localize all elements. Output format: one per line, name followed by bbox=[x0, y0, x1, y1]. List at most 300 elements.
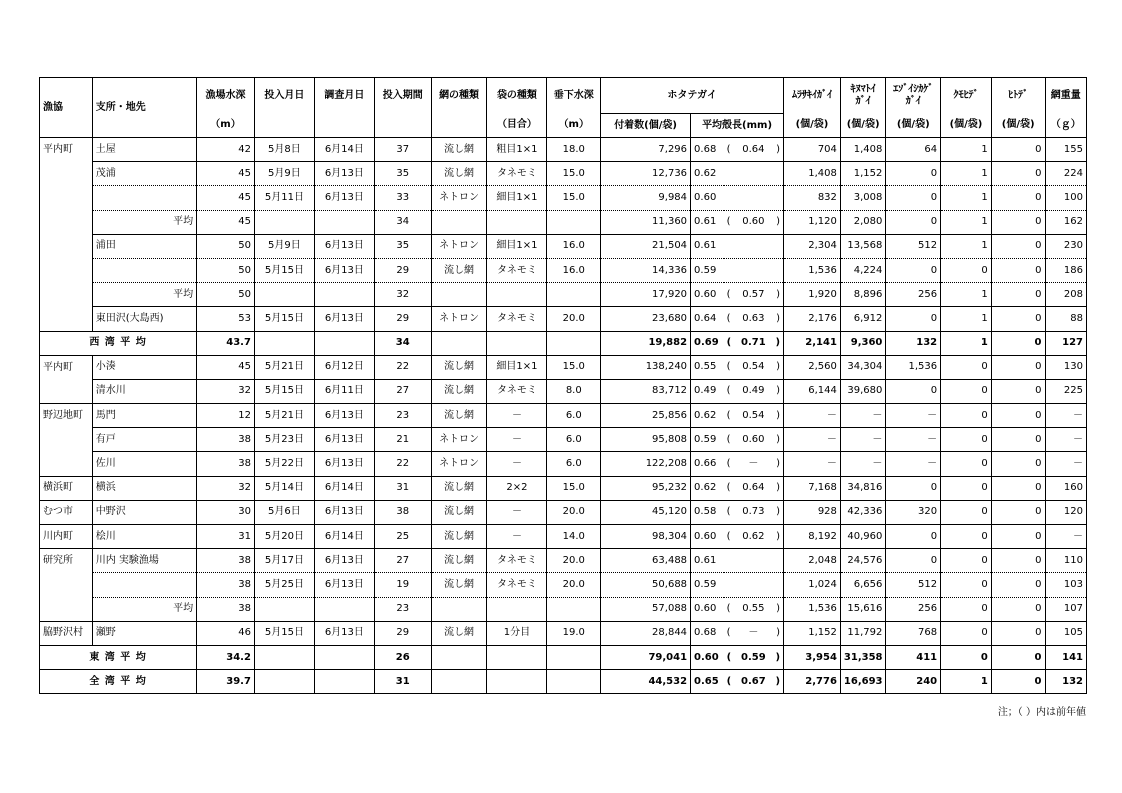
prev-year-value bbox=[727, 482, 780, 494]
cell-suishin: 45 bbox=[197, 210, 255, 234]
table-row bbox=[40, 404, 1087, 428]
cell-fukuro: タネモミ bbox=[487, 549, 547, 573]
cell-suishin: 50 bbox=[197, 234, 255, 258]
cell-amijuryo: 208 bbox=[1045, 283, 1086, 307]
header-hitode: ﾋﾄﾃﾞ bbox=[991, 78, 1045, 114]
paren-open: ( bbox=[726, 627, 731, 639]
table-row bbox=[40, 573, 1087, 597]
paren-close: ) bbox=[776, 482, 781, 494]
cell-chosa: 6月13日 bbox=[314, 549, 374, 573]
cell-kumohitode: 0 bbox=[941, 573, 992, 597]
cell-chosa: 6月13日 bbox=[314, 186, 374, 210]
header-amijuryo: 網重量 bbox=[1045, 78, 1086, 114]
cell-prev-year bbox=[724, 597, 784, 621]
cell-heikin: 0.62 bbox=[691, 162, 724, 186]
cell-hitode: 0 bbox=[991, 621, 1045, 645]
cell-prev-year bbox=[724, 404, 784, 428]
cell-kinumato: 3,008 bbox=[840, 186, 885, 210]
prev-year-value bbox=[727, 385, 780, 397]
header-amijuryo-unit: （ｇ） bbox=[1045, 114, 1086, 138]
cell-gyokyo bbox=[40, 428, 93, 452]
cell-fuchaku: 95,808 bbox=[601, 428, 691, 452]
cell-kinumato: 2,080 bbox=[840, 210, 885, 234]
cell-hitode: 0 bbox=[991, 186, 1045, 210]
prev-year-number: 0.59 bbox=[740, 651, 766, 663]
cell-kumohitode: 0 bbox=[941, 452, 992, 476]
paren-close: ) bbox=[776, 288, 781, 300]
cell-suika: 6.0 bbox=[547, 404, 601, 428]
cell-ami: 流し網 bbox=[431, 549, 487, 573]
cell-heikin: 0.62 bbox=[691, 404, 724, 428]
prev-year-number: 0.49 bbox=[742, 385, 765, 397]
header-mura-unit: (個/袋) bbox=[784, 114, 841, 138]
cell-tonyu: 5月11日 bbox=[254, 186, 314, 210]
paren-open: ( bbox=[726, 385, 731, 397]
cell-kumohitode: 0 bbox=[941, 428, 992, 452]
cell-kikan: 31 bbox=[374, 476, 431, 500]
cell-suika bbox=[547, 331, 601, 355]
paren-close: ) bbox=[775, 675, 781, 687]
header-kinu-unit: (個/袋) bbox=[840, 114, 885, 138]
cell-tonyu bbox=[254, 331, 314, 355]
cell-heikin: 0.49 bbox=[691, 379, 724, 403]
prev-year-number: 0.55 bbox=[742, 603, 765, 615]
cell-fukuro: － bbox=[487, 500, 547, 524]
cell-suishin: 38 bbox=[197, 573, 255, 597]
cell-kumohitode: 0 bbox=[941, 258, 992, 282]
cell-prev-year bbox=[724, 331, 784, 355]
cell-kikan: 38 bbox=[374, 500, 431, 524]
cell-hitode: 0 bbox=[991, 549, 1045, 573]
paren-open: ( bbox=[726, 651, 732, 663]
cell-murasaki: 832 bbox=[784, 186, 841, 210]
cell-hitode: 0 bbox=[991, 331, 1045, 355]
table-row bbox=[40, 162, 1087, 186]
cell-hitode: 0 bbox=[991, 500, 1045, 524]
cell-gyokyo bbox=[40, 162, 93, 186]
cell-kinumato: 11,792 bbox=[840, 621, 885, 645]
cell-suika: 6.0 bbox=[547, 428, 601, 452]
cell-ami bbox=[431, 210, 487, 234]
cell-kumohitode: 0 bbox=[941, 404, 992, 428]
cell-suika: 6.0 bbox=[547, 452, 601, 476]
table-row bbox=[40, 258, 1087, 282]
paren-close: ) bbox=[775, 651, 781, 663]
paren-close: ) bbox=[776, 409, 781, 421]
cell-heikin: 0.66 bbox=[691, 452, 724, 476]
cell-tonyu: 5月22日 bbox=[254, 452, 314, 476]
cell-suishin: 32 bbox=[197, 379, 255, 403]
cell-amijuryo: 120 bbox=[1045, 500, 1086, 524]
cell-hitode: 0 bbox=[991, 476, 1045, 500]
cell-prev-year bbox=[724, 549, 784, 573]
cell-hitode: 0 bbox=[991, 597, 1045, 621]
cell-heikin: 0.60 bbox=[691, 645, 724, 669]
cell-hitode: 0 bbox=[991, 670, 1045, 694]
paren-open: ( bbox=[726, 433, 731, 445]
cell-ezo: 1,536 bbox=[886, 355, 941, 379]
cell-suishin: 38 bbox=[197, 428, 255, 452]
cell-amijuryo: － bbox=[1045, 404, 1086, 428]
cell-amijuryo: 225 bbox=[1045, 379, 1086, 403]
cell-kumohitode: 0 bbox=[941, 476, 992, 500]
cell-ezo: 64 bbox=[886, 138, 941, 162]
header-ezo bbox=[886, 78, 941, 114]
cell-shisho: 東田沢(大島西) bbox=[92, 307, 196, 331]
cell-fuchaku: 9,984 bbox=[601, 186, 691, 210]
cell-fukuro: － bbox=[487, 428, 547, 452]
cell-ami: ネトロン bbox=[431, 234, 487, 258]
prev-year-value bbox=[727, 361, 780, 373]
paren-open: ( bbox=[726, 506, 731, 518]
cell-tonyu: 5月9日 bbox=[254, 234, 314, 258]
cell-heikin: 0.60 bbox=[691, 283, 724, 307]
cell-gyokyo: 平内町 bbox=[40, 138, 93, 162]
cell-fuchaku: 14,336 bbox=[601, 258, 691, 282]
prev-year-number: 0.64 bbox=[742, 143, 765, 155]
cell-amijuryo: 105 bbox=[1045, 621, 1086, 645]
cell-tonyu: 5月17日 bbox=[254, 549, 314, 573]
cell-murasaki: 1,408 bbox=[784, 162, 841, 186]
cell-murasaki: 6,144 bbox=[784, 379, 841, 403]
cell-amijuryo: 88 bbox=[1045, 307, 1086, 331]
cell-fuchaku: 12,736 bbox=[601, 162, 691, 186]
cell-gyokyo bbox=[40, 234, 93, 258]
cell-chosa: 6月13日 bbox=[314, 428, 374, 452]
table-row bbox=[40, 355, 1087, 379]
table-row bbox=[40, 379, 1087, 403]
cell-fukuro: タネモミ bbox=[487, 162, 547, 186]
cell-suika: 20.0 bbox=[547, 573, 601, 597]
cell-suishin: 39.7 bbox=[197, 670, 255, 694]
cell-shisho: 小湊 bbox=[92, 355, 196, 379]
cell-tonyu: 5月15日 bbox=[254, 258, 314, 282]
cell-tonyu: 5月15日 bbox=[254, 621, 314, 645]
prev-year-number: 0.62 bbox=[742, 530, 765, 542]
cell-tonyu: 5月20日 bbox=[254, 525, 314, 549]
cell-heikin: 0.60 bbox=[691, 525, 724, 549]
cell-kinumato: 1,408 bbox=[840, 138, 885, 162]
cell-chosa: 6月14日 bbox=[314, 525, 374, 549]
header-fuchaku: 付着数(個/袋) bbox=[601, 114, 691, 138]
cell-prev-year bbox=[724, 476, 784, 500]
cell-ezo: 240 bbox=[886, 670, 941, 694]
cell-kumohitode: 1 bbox=[941, 162, 992, 186]
cell-amijuryo: 160 bbox=[1045, 476, 1086, 500]
cell-suishin: 50 bbox=[197, 283, 255, 307]
cell-prev-year bbox=[724, 210, 784, 234]
cell-murasaki: 928 bbox=[784, 500, 841, 524]
paren-close: ) bbox=[776, 458, 781, 470]
cell-kumohitode: 0 bbox=[941, 355, 992, 379]
cell-murasaki: 704 bbox=[784, 138, 841, 162]
cell-ami: 流し網 bbox=[431, 379, 487, 403]
cell-shisho: 平均 bbox=[92, 283, 196, 307]
cell-kumohitode: 0 bbox=[941, 525, 992, 549]
cell-tonyu: 5月21日 bbox=[254, 404, 314, 428]
cell-kinumato: 9,360 bbox=[840, 331, 885, 355]
paren-close: ) bbox=[776, 530, 781, 542]
cell-tonyu: 5月6日 bbox=[254, 500, 314, 524]
cell-ami bbox=[431, 283, 487, 307]
cell-hitode: 0 bbox=[991, 573, 1045, 597]
cell-kinumato: 31,358 bbox=[840, 645, 885, 669]
paren-close: ) bbox=[775, 337, 781, 349]
header-hotate: ホタテガイ bbox=[601, 78, 784, 114]
cell-tonyu: 5月9日 bbox=[254, 162, 314, 186]
cell-shisho: 馬門 bbox=[92, 404, 196, 428]
cell-gyokyo bbox=[40, 452, 93, 476]
table-row bbox=[40, 670, 1087, 694]
cell-murasaki: 2,048 bbox=[784, 549, 841, 573]
prev-year-number: 0.60 bbox=[742, 433, 765, 445]
cell-murasaki: 2,776 bbox=[784, 670, 841, 694]
table-row bbox=[40, 428, 1087, 452]
average-label: 西 湾 平 均 bbox=[40, 331, 197, 355]
paren-open: ( bbox=[726, 288, 731, 300]
cell-gyokyo bbox=[40, 573, 93, 597]
cell-heikin: 0.59 bbox=[691, 573, 724, 597]
cell-chosa: 6月14日 bbox=[314, 476, 374, 500]
header-fukuro-unit: （目合） bbox=[487, 114, 547, 138]
paren-open: ( bbox=[726, 530, 731, 542]
paren-close: ) bbox=[776, 216, 781, 228]
table-row bbox=[40, 283, 1087, 307]
cell-suika: 20.0 bbox=[547, 307, 601, 331]
cell-ami: ネトロン bbox=[431, 186, 487, 210]
cell-fukuro: － bbox=[487, 525, 547, 549]
cell-fuchaku: 11,360 bbox=[601, 210, 691, 234]
cell-kinumato: 34,304 bbox=[840, 355, 885, 379]
cell-heikin: 0.59 bbox=[691, 428, 724, 452]
paren-open: ( bbox=[726, 409, 731, 421]
cell-prev-year bbox=[724, 428, 784, 452]
cell-tonyu bbox=[254, 210, 314, 234]
cell-kumohitode: 0 bbox=[941, 500, 992, 524]
cell-hitode: 0 bbox=[991, 379, 1045, 403]
cell-suika: 20.0 bbox=[547, 500, 601, 524]
cell-ami: ネトロン bbox=[431, 452, 487, 476]
cell-suika: 18.0 bbox=[547, 138, 601, 162]
cell-kikan: 37 bbox=[374, 138, 431, 162]
cell-ami: 流し網 bbox=[431, 162, 487, 186]
cell-kikan: 23 bbox=[374, 404, 431, 428]
cell-fuchaku: 21,504 bbox=[601, 234, 691, 258]
cell-fuchaku: 44,532 bbox=[601, 670, 691, 694]
cell-kinumato: 8,896 bbox=[840, 283, 885, 307]
cell-shisho: 瀬野 bbox=[92, 621, 196, 645]
cell-suika: 8.0 bbox=[547, 379, 601, 403]
cell-ami: 流し網 bbox=[431, 355, 487, 379]
table-row bbox=[40, 476, 1087, 500]
cell-kumohitode: 1 bbox=[941, 138, 992, 162]
cell-kikan: 29 bbox=[374, 258, 431, 282]
cell-heikin: 0.55 bbox=[691, 355, 724, 379]
cell-ami bbox=[431, 670, 487, 694]
prev-year-number: － bbox=[748, 458, 759, 470]
header-mura: ﾑﾗｻｷｲｶﾞｲ bbox=[784, 78, 841, 114]
cell-fukuro: 細目1×1 bbox=[487, 186, 547, 210]
cell-ami: ネトロン bbox=[431, 428, 487, 452]
cell-amijuryo: 230 bbox=[1045, 234, 1086, 258]
cell-suishin: 30 bbox=[197, 500, 255, 524]
cell-gyokyo bbox=[40, 307, 93, 331]
cell-kinumato: － bbox=[840, 428, 885, 452]
cell-kikan: 22 bbox=[374, 452, 431, 476]
cell-kinumato: － bbox=[840, 452, 885, 476]
cell-chosa: 6月13日 bbox=[314, 500, 374, 524]
prev-year-number: 0.73 bbox=[742, 506, 765, 518]
paren-close: ) bbox=[776, 312, 781, 324]
cell-ami bbox=[431, 597, 487, 621]
cell-fuchaku: 83,712 bbox=[601, 379, 691, 403]
cell-kikan: 27 bbox=[374, 379, 431, 403]
cell-chosa bbox=[314, 331, 374, 355]
cell-suishin: 45 bbox=[197, 186, 255, 210]
table-row bbox=[40, 307, 1087, 331]
paren-open: ( bbox=[726, 361, 731, 373]
cell-prev-year bbox=[724, 452, 784, 476]
cell-chosa: 6月13日 bbox=[314, 404, 374, 428]
table-row bbox=[40, 549, 1087, 573]
cell-ezo: － bbox=[886, 452, 941, 476]
cell-fukuro bbox=[487, 645, 547, 669]
cell-tonyu bbox=[254, 670, 314, 694]
prev-year-value bbox=[727, 289, 780, 301]
prev-year-value bbox=[727, 216, 780, 228]
cell-fukuro: タネモミ bbox=[487, 379, 547, 403]
table-row bbox=[40, 452, 1087, 476]
cell-murasaki: 7,168 bbox=[784, 476, 841, 500]
cell-heikin: 0.64 bbox=[691, 307, 724, 331]
cell-gyokyo bbox=[40, 379, 93, 403]
cell-shisho bbox=[92, 186, 196, 210]
prev-year-value bbox=[727, 506, 780, 518]
cell-amijuryo: 103 bbox=[1045, 573, 1086, 597]
cell-suishin: 43.7 bbox=[197, 331, 255, 355]
header-fukuro: 袋の種類 bbox=[487, 78, 547, 114]
cell-suishin: 32 bbox=[197, 476, 255, 500]
cell-fukuro: 2×2 bbox=[487, 476, 547, 500]
paren-close: ) bbox=[776, 143, 781, 155]
cell-gyokyo: 脇野沢村 bbox=[40, 621, 93, 645]
header-ami: 網の種類 bbox=[431, 78, 487, 138]
cell-chosa: 6月13日 bbox=[314, 452, 374, 476]
cell-prev-year bbox=[724, 258, 784, 282]
header-suishin: 漁場水深 bbox=[197, 78, 255, 114]
paren-open: ( bbox=[726, 603, 731, 615]
cell-ezo: 512 bbox=[886, 573, 941, 597]
cell-fukuro bbox=[487, 210, 547, 234]
average-label: 東 湾 平 均 bbox=[40, 645, 197, 669]
cell-heikin: 0.61 bbox=[691, 549, 724, 573]
prev-year-number: － bbox=[748, 627, 759, 639]
cell-kumohitode: 1 bbox=[941, 307, 992, 331]
survey-table bbox=[39, 77, 1087, 694]
cell-shisho bbox=[92, 258, 196, 282]
cell-tonyu: 5月15日 bbox=[254, 379, 314, 403]
paren-open: ( bbox=[726, 458, 731, 470]
cell-kumohitode: 1 bbox=[941, 186, 992, 210]
cell-suishin: 46 bbox=[197, 621, 255, 645]
cell-prev-year bbox=[724, 573, 784, 597]
header-kikan: 投入期間 bbox=[374, 78, 431, 138]
cell-amijuryo: 132 bbox=[1045, 670, 1086, 694]
cell-kikan: 34 bbox=[374, 210, 431, 234]
header-kinu-1: ｷﾇﾏﾄｲ bbox=[850, 83, 876, 95]
cell-prev-year bbox=[724, 283, 784, 307]
prev-year-value bbox=[727, 676, 780, 688]
cell-suika: 20.0 bbox=[547, 549, 601, 573]
cell-fuchaku: 138,240 bbox=[601, 355, 691, 379]
cell-kinumato: 16,693 bbox=[840, 670, 885, 694]
paren-open: ( bbox=[726, 312, 731, 324]
prev-year-number: 0.67 bbox=[740, 675, 766, 687]
cell-suika: 15.0 bbox=[547, 186, 601, 210]
cell-fukuro bbox=[487, 670, 547, 694]
cell-shisho: 佐川 bbox=[92, 452, 196, 476]
paren-open: ( bbox=[726, 337, 732, 349]
cell-ami: ネトロン bbox=[431, 307, 487, 331]
cell-kikan: 19 bbox=[374, 573, 431, 597]
cell-kumohitode: 0 bbox=[941, 549, 992, 573]
cell-prev-year bbox=[724, 234, 784, 258]
cell-hitode: 0 bbox=[991, 645, 1045, 669]
cell-chosa: 6月14日 bbox=[314, 138, 374, 162]
cell-hitode: 0 bbox=[991, 525, 1045, 549]
cell-amijuryo: － bbox=[1045, 525, 1086, 549]
cell-fukuro: 1分目 bbox=[487, 621, 547, 645]
cell-kumohitode: 0 bbox=[941, 379, 992, 403]
cell-gyokyo: むつ市 bbox=[40, 500, 93, 524]
cell-hitode: 0 bbox=[991, 162, 1045, 186]
cell-suishin: 42 bbox=[197, 138, 255, 162]
header-ezo-2: ｶﾞｲ bbox=[905, 95, 921, 107]
prev-year-number: 0.71 bbox=[740, 337, 766, 349]
cell-kikan: 35 bbox=[374, 234, 431, 258]
cell-ezo: 0 bbox=[886, 307, 941, 331]
cell-amijuryo: 107 bbox=[1045, 597, 1086, 621]
cell-chosa: 6月13日 bbox=[314, 234, 374, 258]
cell-prev-year bbox=[724, 670, 784, 694]
cell-suika bbox=[547, 645, 601, 669]
cell-fuchaku: 19,882 bbox=[601, 331, 691, 355]
cell-prev-year bbox=[724, 645, 784, 669]
cell-suika: 19.0 bbox=[547, 621, 601, 645]
prev-year-value bbox=[727, 434, 780, 446]
table-row bbox=[40, 210, 1087, 234]
cell-fukuro: 粗目1×1 bbox=[487, 138, 547, 162]
cell-hitode: 0 bbox=[991, 404, 1045, 428]
cell-ezo: 256 bbox=[886, 597, 941, 621]
cell-prev-year bbox=[724, 500, 784, 524]
cell-murasaki: 2,304 bbox=[784, 234, 841, 258]
cell-chosa bbox=[314, 597, 374, 621]
header-heikin: 平均殻長(mm) bbox=[691, 114, 784, 138]
cell-gyokyo bbox=[40, 186, 93, 210]
cell-murasaki: － bbox=[784, 452, 841, 476]
cell-suishin: 38 bbox=[197, 549, 255, 573]
prev-year-number: 0.64 bbox=[742, 482, 765, 494]
cell-fukuro bbox=[487, 283, 547, 307]
cell-kikan: 25 bbox=[374, 525, 431, 549]
cell-ezo: 0 bbox=[886, 476, 941, 500]
header-kinu bbox=[840, 78, 885, 114]
table-row bbox=[40, 234, 1087, 258]
cell-chosa bbox=[314, 283, 374, 307]
cell-fuchaku: 17,920 bbox=[601, 283, 691, 307]
prev-year-value bbox=[727, 652, 780, 664]
